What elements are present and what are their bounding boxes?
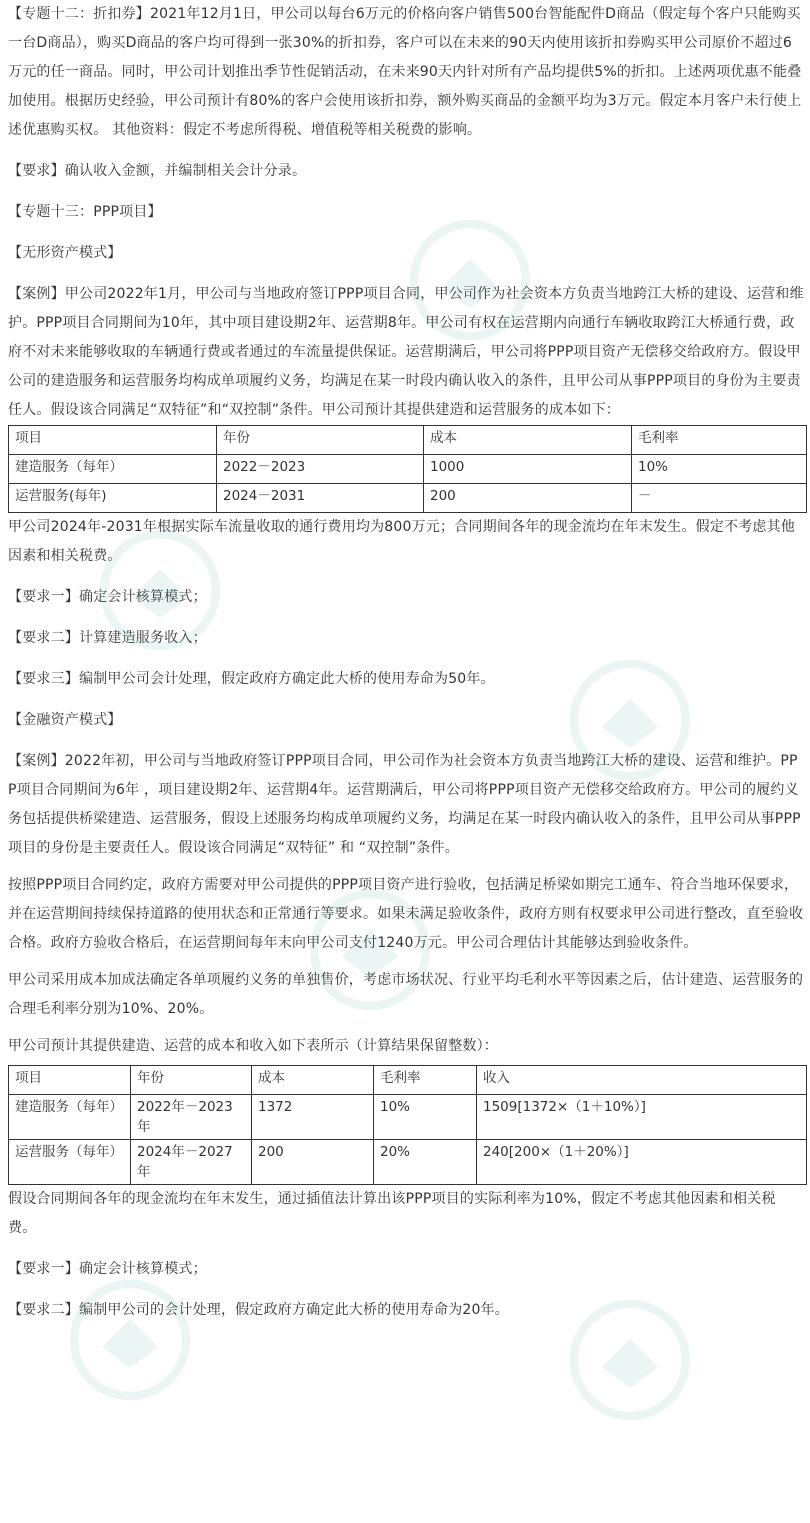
requirement-2: 【要求二】计算建造服务收入； <box>8 630 207 646</box>
table-header-cell: 年份 <box>131 1066 252 1095</box>
table-header-cell: 毛利率 <box>632 426 807 455</box>
table-row <box>9 1095 807 1140</box>
requirement-3: 【要求三】编制甲公司会计处理，假定政府方确定此大桥的使用寿命为50年。 <box>8 671 495 687</box>
financial-asset-heading: 【金融资产模式】 <box>8 712 122 728</box>
intangible-asset-heading: 【无形资产模式】 <box>8 245 122 261</box>
table-row <box>9 484 807 513</box>
requirement-1: 【要求一】确定会计核算模式； <box>8 589 207 605</box>
table-cell: 10% <box>632 455 807 484</box>
table-cell: 2022年－2023年 <box>131 1095 252 1140</box>
table-cell: － <box>632 484 807 513</box>
table-cell: 1000 <box>424 455 632 484</box>
table-cell: 10% <box>374 1095 477 1140</box>
topic-12-requirement: 【要求】确认收入金额，并编制相关会计分录。 <box>8 163 307 179</box>
table-cell: 1509[1372×（1＋10%）] <box>477 1095 807 1140</box>
requirement-1-b: 【要求一】确定会计核算模式； <box>8 1261 207 1277</box>
table-header-cell: 成本 <box>424 426 632 455</box>
topic-13-heading: 【专题十三：PPP项目】 <box>8 204 162 220</box>
table-cell: 2024－2031 <box>217 484 424 513</box>
case-1-paragraph: 【案例】甲公司2022年1月，甲公司与当地政府签订PPP项目合同，甲公司作为社会资本方负责当地跨江大桥的建设、运营和维护。PPP项目合同期间为10年，其中项目建设期2年、运营期8年。甲公司有权在运营期内向通行车辆收取跨江大桥通行费，政府不对未来能够收取的车辆通行费或者通过的车流量提供保证。运营期满后，甲公司将PPP项目资产无偿移交给政府方。假设甲公司的建造服务和运营服务均构成单项履约义务，均满足在某一时段内确认收入的条件，且甲公司从事PPP项目的身份为主要责任人。假设该合同满足“双特征”和“双控制”条件。甲公司预计其提供建造和运营服务的成本如下： <box>8 286 804 418</box>
table-header-cell: 项目 <box>9 1066 131 1095</box>
toll-paragraph: 甲公司2024年-2031年根据实际车流量收取的通行费用均为800万元；合同期间各年的现金流均在年末发生。假定不考虑其他因素和相关税费。 <box>8 519 796 564</box>
cost-revenue-table-2 <box>8 1065 807 1185</box>
table-cell: 240[200×（1＋20%）] <box>477 1140 807 1185</box>
table-cell: 2024年－2027年 <box>131 1140 252 1185</box>
table-header-cell: 收入 <box>477 1066 807 1095</box>
table-header-cell: 项目 <box>9 426 217 455</box>
table-cell: 200 <box>424 484 632 513</box>
acceptance-paragraph: 按照PPP项目合同约定，政府方需要对甲公司提供的PPP项目资产进行验收，包括满足桥梁如期完工通车、符合当地环保要求，并在运营期间持续保持道路的使用状态和正常通行等要求。如果未满足验收条件，政府方则有权要求甲公司进行整改，直至验收合格。政府方验收合格后，在运营期间每年末向甲公司支付1240万元。甲公司合理估计其能够达到验收条件。 <box>8 877 804 951</box>
table-cell: 20% <box>374 1140 477 1185</box>
table-row <box>9 1140 807 1185</box>
cost-plus-paragraph: 甲公司采用成本加成法确定各单项履约义务的单独售价，考虑市场状况、行业平均毛利水平等因素之后，估计建造、运营服务的合理毛利率分别为10%、20%。 <box>8 972 804 1017</box>
interest-rate-paragraph: 假设合同期间各年的现金流均在年末发生，通过插值法计算出该PPP项目的实际利率为10%，假定不考虑其他因素和相关税费。 <box>8 1191 776 1236</box>
table-header-row <box>9 1066 807 1095</box>
cost-table-1 <box>8 425 807 513</box>
table-header-cell: 年份 <box>217 426 424 455</box>
table-cell: 2022－2023 <box>217 455 424 484</box>
topic-12-paragraph: 【专题十二：折扣券】2021年12月1日，甲公司以每台6万元的价格向客户销售500台智能配件D商品（假定每个客户只能购买一台D商品），购买D商品的客户均可得到一张30%的折扣券，客户可以在未来的90天内使用该折扣券购买甲公司原价不超过6万元的任一商品。同时，甲公司计划推出季节性促销活动，在未来90天内针对所有产品均提供5%的折扣。上述两项优惠不能叠加使用。根据历史经验，甲公司预计有80%的客户会使用该折扣券，额外购买商品的金额平均为3万元。假定本月客户未行使上述优惠购买权。 其他资料：假定不考虑所得税、增值税等相关税费的影响。 <box>8 6 802 138</box>
table-cell: 运营服务（每年） <box>9 1140 131 1185</box>
table-cell: 建造服务（每年） <box>9 1095 131 1140</box>
table-header-cell: 毛利率 <box>374 1066 477 1095</box>
table-cell: 运营服务(每年) <box>9 484 217 513</box>
table-cell: 200 <box>252 1140 374 1185</box>
table-cell: 建造服务（每年） <box>9 455 217 484</box>
table-intro-paragraph: 甲公司预计其提供建造、运营的成本和收入如下表所示（计算结果保留整数）： <box>8 1038 498 1054</box>
table-header-row <box>9 426 807 455</box>
case-2-paragraph: 【案例】2022年初，甲公司与当地政府签订PPP项目合同，甲公司作为社会资本方负责当地跨江大桥的建设、运营和维护。PPP项目合同期间为6年 ，项目建设期2年、运营期4年。运营期满后，甲公司将PPP项目资产无偿移交给政府方。甲公司的履约义务包括提供桥梁建造、运营服务，假设上述服务均构成单项履约义务，均满足在某一时段内确认收入的条件，且甲公司从事PPP项目的身份是主要责任人。假设该合同满足“双特征” 和 “双控制”条件。 <box>8 753 801 856</box>
requirement-2-b: 【要求二】编制甲公司的会计处理，假定政府方确定此大桥的使用寿命为20年。 <box>8 1302 510 1318</box>
table-header-cell: 成本 <box>252 1066 374 1095</box>
table-row <box>9 455 807 484</box>
table-cell: 1372 <box>252 1095 374 1140</box>
